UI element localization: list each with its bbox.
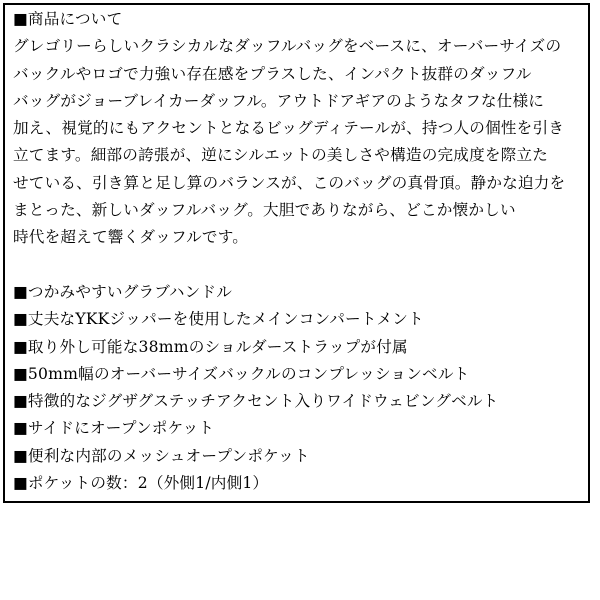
description-line: せている、引き算と足し算のバランスが、このバッグの真骨頂。静かな迫力を <box>13 173 566 192</box>
description-line: 時代を超えて響くダッフルです。 <box>13 228 249 247</box>
feature-item: ■つかみやすいグラブハンドル <box>13 282 233 301</box>
feature-item: ■サイドにオープンポケット <box>13 419 215 438</box>
description-line: バッグがジョーブレイカーダッフル。アウトドアギアのようなタフな仕様に <box>13 91 545 110</box>
description-line: まとった、新しいダッフルバッグ。大胆でありながら、どこか懐かしい <box>13 201 516 220</box>
description-line: 立てます。細部の誇張が、逆にシルエットの美しさや構造の完成度を際立た <box>13 146 549 165</box>
feature-item: ■ポケットの数：2（外側1/内側1） <box>13 474 269 493</box>
description-line: グレゴリーらしいクラシカルなダッフルバッグをベースに、オーバーサイズの <box>13 37 562 56</box>
description-line: 加え、視覚的にもアクセントとなるビッグディテールが、持つ人の個性を引き <box>13 119 565 138</box>
spacer <box>13 252 584 279</box>
feature-item: ■丈夫なYKKジッパーを使用したメインコンパートメント <box>13 310 424 329</box>
feature-item: ■50mm幅のオーバーサイズバックルのコンプレッションベルト <box>13 364 470 383</box>
product-info-box <box>3 3 590 503</box>
feature-item: ■便利な内部のメッシュオープンポケット <box>13 446 310 465</box>
feature-item: ■取り外し可能な38mmのショルダーストラップが付属 <box>13 337 408 356</box>
description-line: バックルやロゴで力強い存在感をプラスした、インパクト抜群のダッフル <box>13 64 532 83</box>
section-heading: ■商品について <box>13 10 123 28</box>
feature-item: ■特徴的なジグザグステッチアクセント入りワイドウェビングベルト <box>13 392 499 411</box>
